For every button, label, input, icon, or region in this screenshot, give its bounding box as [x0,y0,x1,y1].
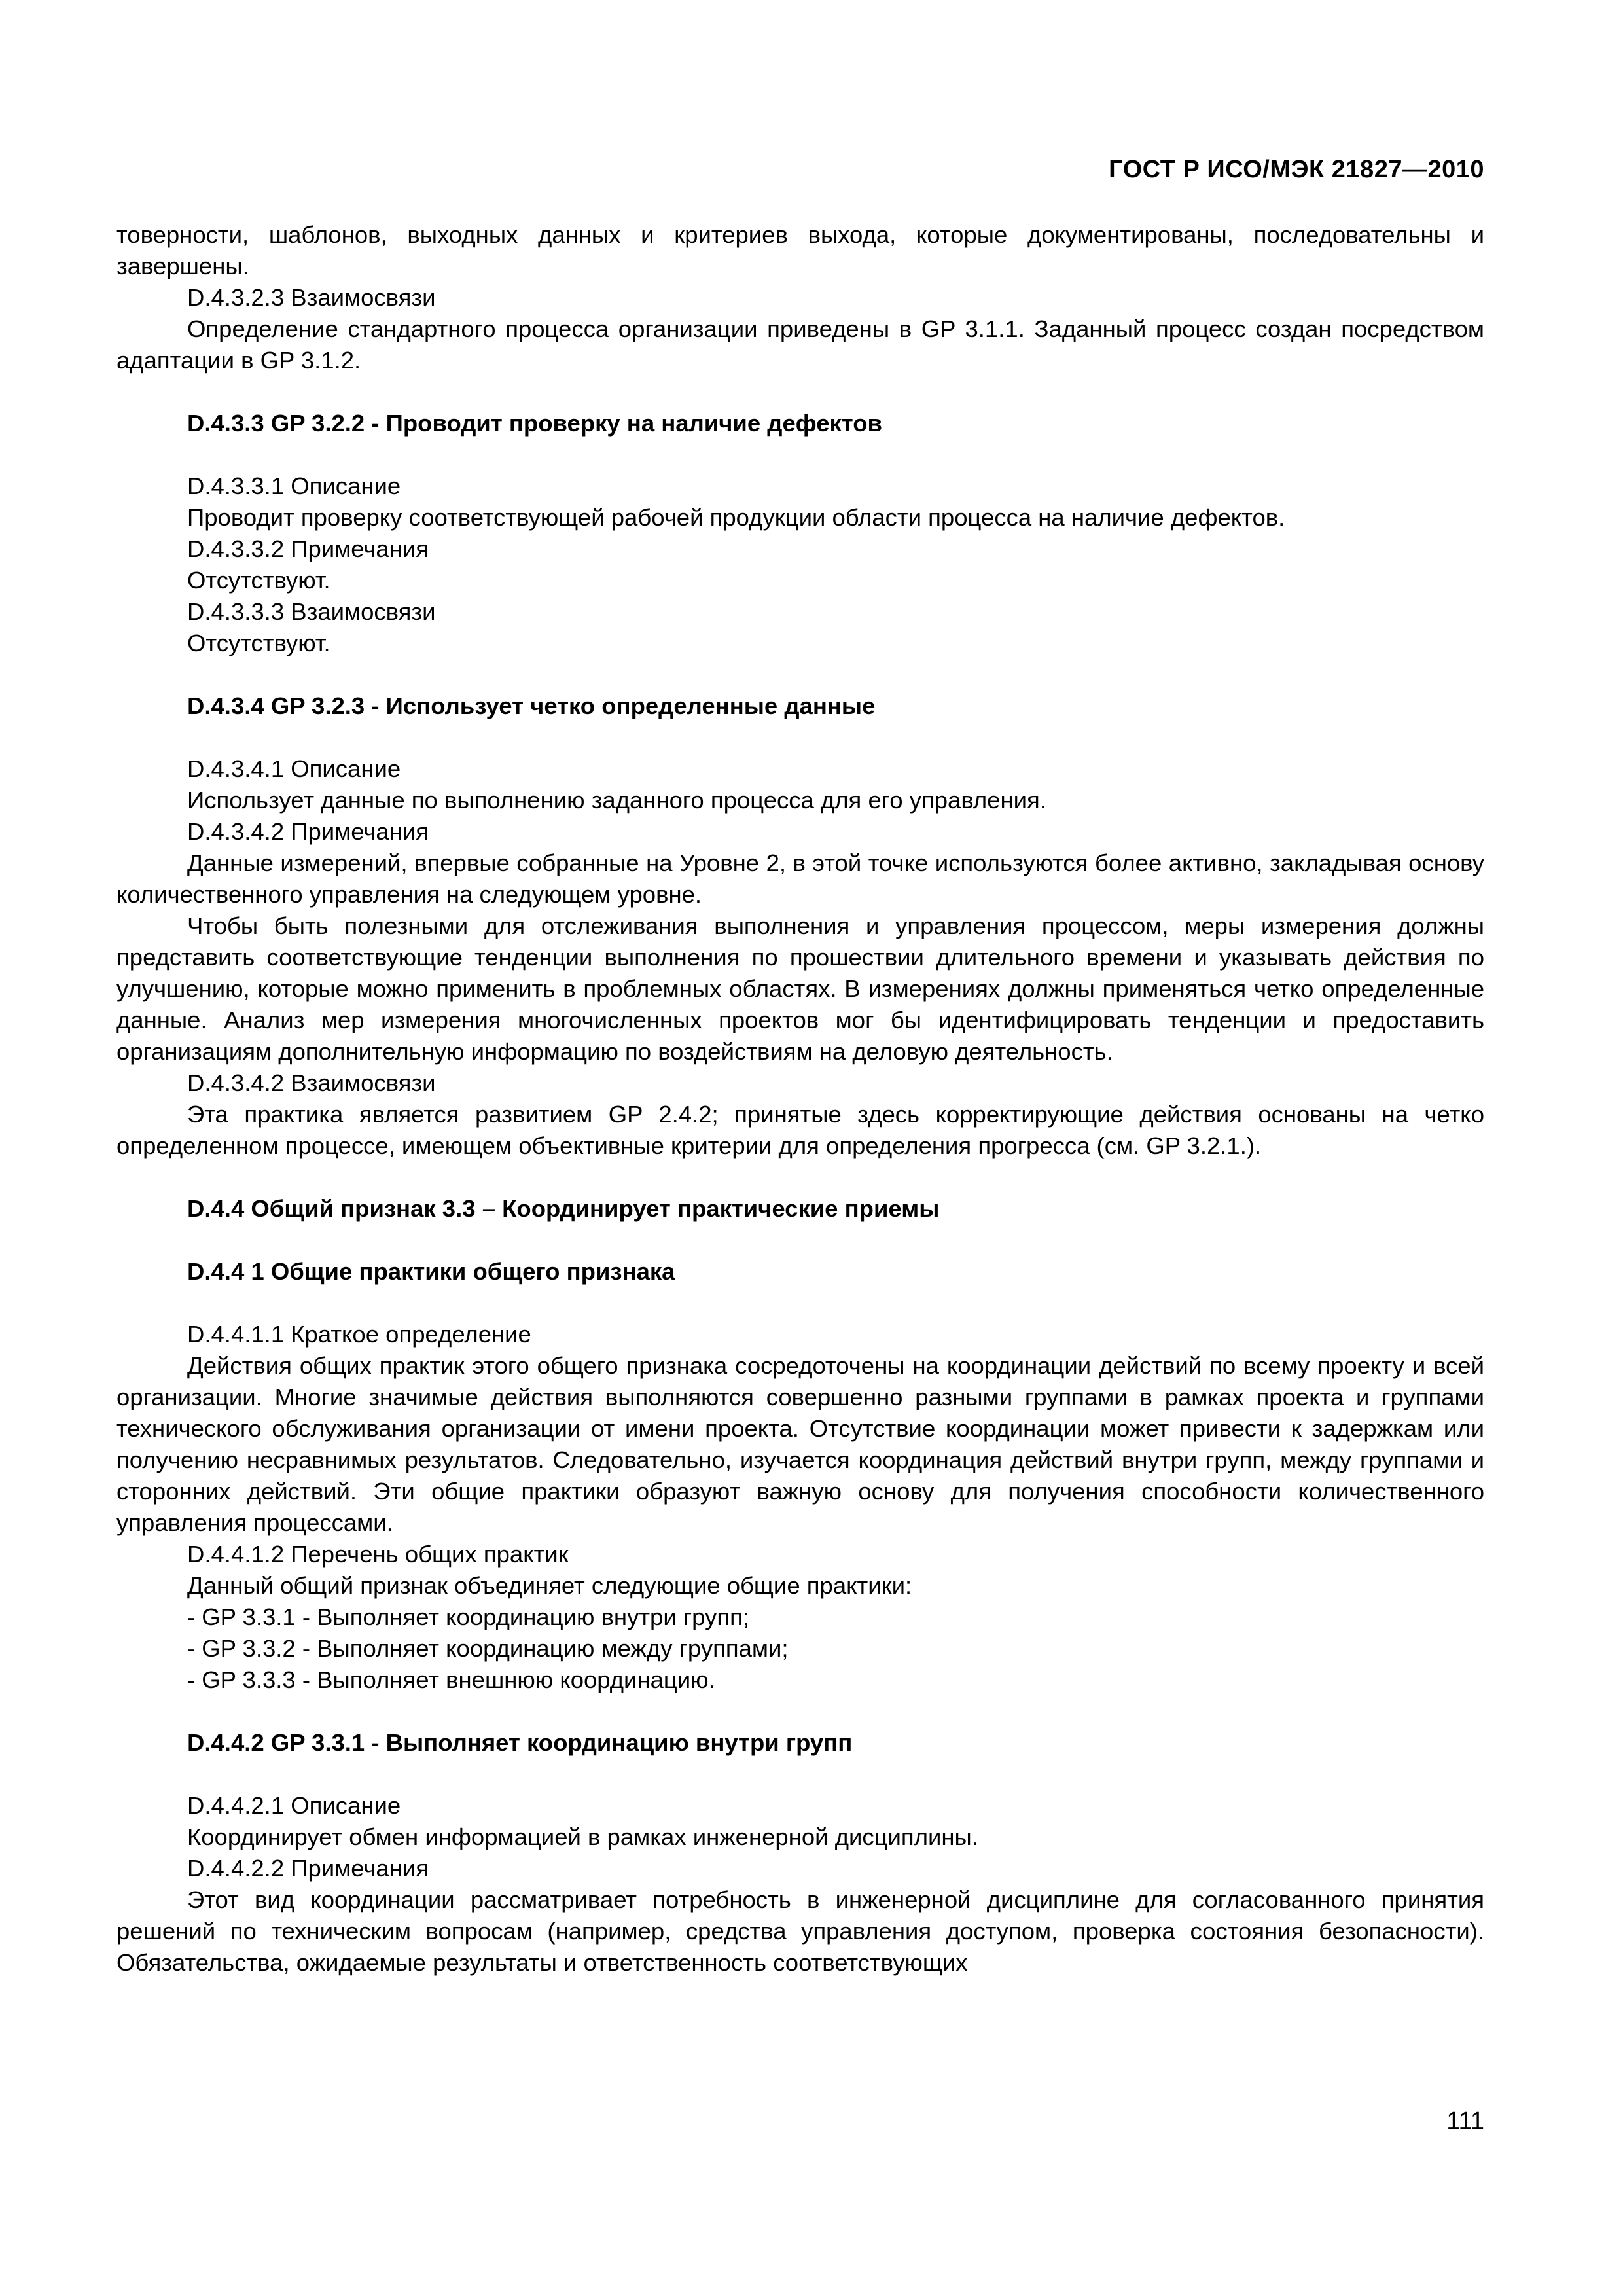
subsection-label: D.4.4.1.2 Перечень общих практик [187,1541,569,1568]
subsection-label: D.4.4.1.1 Краткое определение [187,1321,531,1348]
paragraph: Эта практика является развитием GP 2.4.2; принятые здесь корректирующие действия основаны на четко определенном процессе, имеющем объективные критерии для определения прогресса (см. GP 3.2.1.). [116,1101,1484,1159]
subsection-label: D.4.3.3.1 Описание [187,473,401,499]
paragraph: Отсутствуют. [187,567,330,594]
list-item: - GP 3.3.1 - Выполняет координацию внутри групп; [187,1604,749,1630]
section-heading: D.4.3.4 GP 3.2.3 - Использует четко определенные данные [187,692,876,719]
document-body [116,219,1484,1979]
list-item: - GP 3.3.2 - Выполняет координацию между группами; [187,1635,789,1662]
paragraph: Определение стандартного процесса организации приведены в GP 3.1.1. Заданный процесс создан посредством адаптации в GP 3.1.2. [116,315,1484,374]
section-heading: D.4.3.3 GP 3.2.2 - Проводит проверку на наличие дефектов [187,410,882,437]
list-item: - GP 3.3.3 - Выполняет внешнюю координацию. [187,1666,715,1693]
paragraph: Чтобы быть полезными для отслеживания выполнения и управления процессом, меры измерения должны представить соответствующие тенденции выполнения по прошествии длительного времени и указывать действия по улучшению, которые можно применить в проблемных областях. В измерениях должны применяться четко определенные данные. Анализ мер измерения многочисленных проектов мог бы идентифицировать тенденции и предоставить организациям дополнительную информацию по воздействиям на деловую деятельность. [116,912,1484,1065]
subsection-label: D.4.4.2.1 Описание [187,1792,401,1819]
paragraph: Отсутствуют. [187,630,330,656]
subsection-label: D.4.3.4.1 Описание [187,755,401,782]
subsection-label: D.4.3.4.2 Взаимосвязи [187,1069,436,1096]
section-heading: D.4.4 Общий признак 3.3 – Координирует практические приемы [187,1195,940,1222]
paragraph: Данные измерений, впервые собранные на Уровне 2, в этой точке используются более активно, закладывая основу количественного управления на следующем уровне. [116,850,1484,908]
section-heading: D.4.4.2 GP 3.3.1 - Выполняет координацию внутри групп [187,1729,853,1756]
paragraph: Данный общий признак объединяет следующие общие практики: [187,1572,912,1599]
subsection-label: D.4.3.2.3 Взаимосвязи [187,284,436,311]
subsection-label: D.4.3.3.3 Взаимосвязи [187,598,436,625]
paragraph: товерности, шаблонов, выходных данных и критериев выхода, которые документированы, последовательны и завершены. [116,221,1484,279]
subsection-label: D.4.4.2.2 Примечания [187,1855,429,1882]
paragraph: Проводит проверку соответствующей рабочей продукции области процесса на наличие дефектов. [187,504,1285,531]
page-number: 111 [1446,2108,1484,2135]
subsection-label: D.4.3.3.2 Примечания [187,535,429,562]
paragraph: Координирует обмен информацией в рамках инженерной дисциплины. [187,1823,978,1850]
subsection-label: D.4.3.4.2 Примечания [187,818,429,845]
document-page [116,0,1484,2296]
paragraph: Использует данные по выполнению заданного процесса для его управления. [187,787,1046,814]
document-header: ГОСТ Р ИСО/МЭК 21827—2010 [1109,156,1484,183]
section-heading: D.4.4 1 Общие практики общего признака [187,1258,675,1285]
paragraph: Действия общих практик этого общего признака сосредоточены на координации действий по всему проекту и всей организации. Многие значимые действия выполняются совершенно разными группами в рамках проекта и группами технического обслуживания организации от имени проекта. Отсутствие координации может привести к задержкам или получению несравнимых результатов. Следовательно, изучается координация действий внутри групп, между группами и сторонних действий. Эти общие практики образуют важную основу для получения способности количественного управления процессами. [116,1352,1484,1536]
paragraph: Этот вид координации рассматривает потребность в инженерной дисциплине для согласованного принятия решений по техническим вопросам (например, средства управления доступом, проверка состояния безопасности). Обязательства, ожидаемые результаты и ответственность соответствующих [116,1886,1484,1976]
